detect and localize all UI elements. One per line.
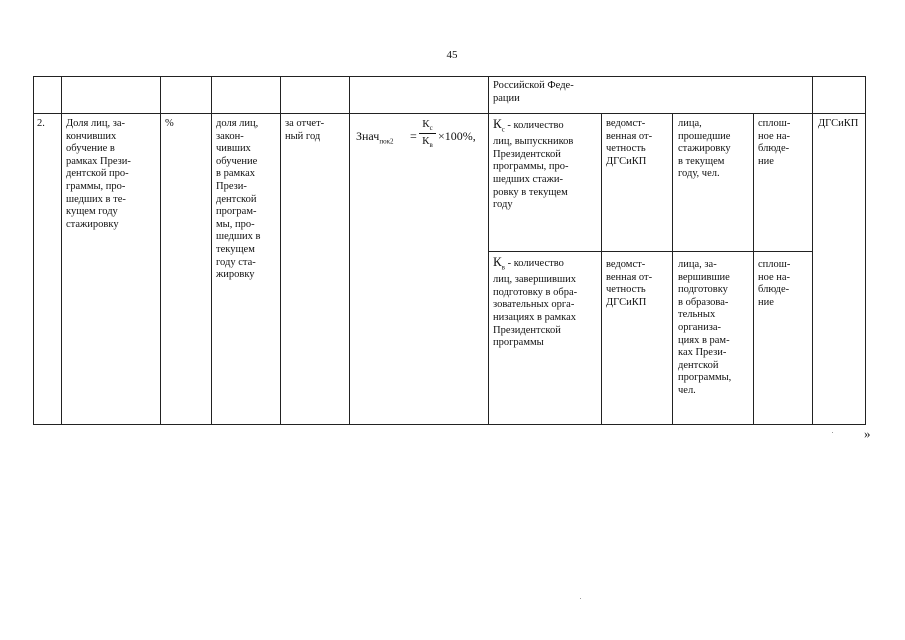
formula-equals: = [410, 129, 417, 143]
table-column-divider [280, 76, 281, 425]
scan-speck [580, 598, 581, 599]
data-source: ведомст- венная от- четность ДГСиКП [606, 118, 653, 167]
table-subrow-separator [488, 251, 812, 252]
scan-speck [832, 432, 833, 433]
page-number: 45 [446, 49, 458, 61]
table-column-divider [601, 113, 602, 425]
formula-numerator: $К_с$ [422, 118, 433, 133]
responsible-body: ДГСиКП [818, 118, 859, 129]
unit-of-measure: % [165, 118, 174, 129]
variable-unit: лица, прошедшие стажировку в текущем году, чел. [678, 118, 731, 180]
variable-unit: лица, за- вершившие подготовку в образова- тельных организа- циях в рам- ках Прези- дентской программы, чел. [678, 259, 732, 396]
continuation-mark: » [864, 426, 871, 441]
variable-symbol: $К_в$ [493, 254, 505, 272]
table-border-right [865, 76, 866, 425]
table-column-divider [160, 76, 161, 425]
formula-denominator: $К_в$ [422, 135, 433, 150]
data-source: ведомст- венная от- четность ДГСиКП [606, 259, 653, 308]
table-column-divider [349, 76, 350, 425]
variable-description: $К_в$ - количество лиц, завершивших подготовку в обра- зовательных орга- низациях в рамках Президентской программы [493, 254, 578, 349]
table-column-divider [672, 113, 673, 425]
collection-method: сплош- ное на- блюде- ние [758, 259, 791, 308]
variable-symbol: $К_с$ [493, 116, 505, 134]
formula-lhs: Знач$_{пок2}$ [356, 129, 394, 146]
top-row-description: Российской Феде- рации [493, 80, 574, 104]
variable-description: $К_с$ - количество лиц, выпускников Президентской программы, про- шедших стажи- ровку в текущем году [493, 116, 574, 211]
table-column-divider [753, 113, 754, 425]
table-border-left [33, 76, 34, 425]
table-column-divider [812, 76, 813, 425]
table-row-separator [33, 113, 866, 114]
row-number: 2. [37, 118, 45, 129]
formula-rhs: ×100%, [438, 129, 476, 143]
table-column-divider [61, 76, 62, 425]
calculation-formula [356, 118, 490, 160]
table-bottom-border [33, 424, 866, 425]
reporting-period: за отчет- ный год [285, 118, 325, 142]
formula-fraction [419, 118, 436, 149]
indicator-definition: доля лиц, закон- чивших обучение в рамках Прези- дентской програм- мы, про- шедших в текущем году ста- жировку [216, 118, 261, 281]
collection-method: сплош- ное на- блюде- ние [758, 118, 791, 167]
table-column-divider [211, 76, 212, 425]
table-top-border [33, 76, 866, 77]
formula-fraction-bar [419, 133, 436, 134]
indicator-name: Доля лиц, за- кончивших обучение в рамках Прези- дентской про- граммы, про- шедших в те- кущем году стажировку [66, 118, 131, 230]
